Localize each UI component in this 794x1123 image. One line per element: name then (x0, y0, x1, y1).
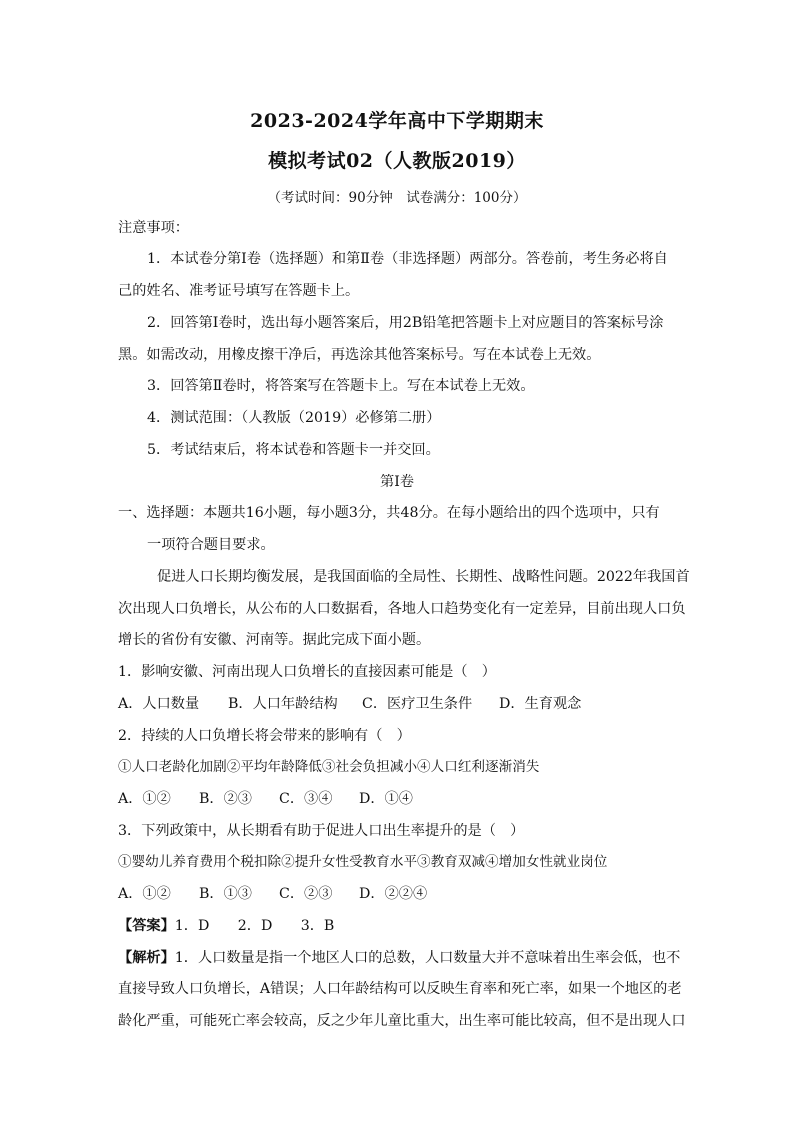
note-2-line2: 黑。如需改动，用橡皮擦干净后，再选涂其他答案标号。写在本试卷上无效。 (118, 347, 601, 363)
passage-line2: 次出现人口负增长，从公布的人口数据看，各地人口趋势变化有一定差异，目前出现人口负 (118, 601, 686, 617)
note-1-line1: 1．本试卷分第Ⅰ卷（选择题）和第Ⅱ卷（非选择题）两部分。答卷前，考生务必将自 (147, 251, 668, 267)
analysis-line3: 龄化严重，可能死亡率会较高，反之少年儿童比重大，出生率可能比较高，但不是出现人口 (118, 1013, 686, 1029)
question-3: 3．下列政策中，从长期看有助于促进人口出生率提升的是（ ） (118, 823, 525, 839)
q2-option-c: C．③④ (279, 791, 333, 807)
exam-subtitle: （考试时间：90分钟 试卷满分：100分） (267, 190, 527, 206)
passage-line1: 促进人口长期均衡发展，是我国面临的全局性、长期性、战略性问题。2022年我国首 (157, 569, 690, 585)
question-3-items: ①婴幼儿养育费用个税扣除②提升女性受教育水平③教育双减④增加女性就业岗位 (118, 854, 608, 870)
q1-option-c: C．医疗卫生条件 (362, 696, 473, 712)
note-1-line2: 己的姓名、准考证号填写在答题卡上。 (118, 283, 360, 299)
note-4: 4．测试范围：（人教版（2019）必修第二册） (147, 410, 441, 426)
question-1: 1．影响安徽、河南出现人口负增长的直接因素可能是（ ） (118, 664, 496, 680)
q2-option-d: D．①④ (359, 791, 413, 807)
question-3-options (118, 884, 427, 904)
answer-label: 【答案】 (118, 918, 175, 934)
analysis-text-1: 1．人口数量是指一个地区人口的总数，人口数量大并不意味着出生率会低，也不 (174, 950, 681, 966)
q3-option-c: C．②③ (279, 886, 333, 902)
q1-option-a: A．人口数量 (118, 696, 200, 712)
note-5: 5．考试结束后，将本试卷和答题卡一并交回。 (147, 442, 440, 458)
section-intro-line1: 一、选择题：本题共16小题，每小题3分，共48分。在每小题给出的四个选项中，只有 (118, 505, 660, 521)
section-heading: 第Ⅰ卷 (380, 474, 414, 490)
q3-option-a: A．①② (118, 886, 171, 902)
q1-option-b: B．人口年龄结构 (228, 696, 338, 712)
exam-title-line2: 模拟考试02（人教版2019） (268, 150, 526, 172)
passage-line3: 增长的省份有安徽、河南等。据此完成下面小题。 (118, 632, 431, 648)
answer-line (118, 916, 334, 936)
analysis-line2: 直接导致人口负增长，A错误；人口年龄结构可以反映生育率和死亡率，如果一个地区的老 (118, 981, 682, 997)
question-2-options (118, 789, 413, 809)
analysis-label: 【解析】 (118, 950, 175, 966)
question-2-items: ①人口老龄化加剧②平均年龄降低③社会负担减小④人口红利逐渐消失 (118, 759, 540, 775)
q1-option-d: D．生育观念 (499, 696, 582, 712)
question-1-options (118, 694, 581, 714)
analysis-line1 (118, 948, 680, 968)
section-intro-line2: 一项符合题目要求。 (147, 537, 275, 553)
q2-option-a: A．①② (118, 791, 171, 807)
notes-heading: 注意事项： (118, 220, 189, 236)
question-2: 2．持续的人口负增长将会带来的影响有（ ） (118, 728, 411, 744)
q2-option-b: B．②③ (199, 791, 252, 807)
q3-option-b: B．①③ (199, 886, 252, 902)
note-2-line1: 2．回答第Ⅰ卷时，选出每小题答案后，用2B铅笔把答题卡上对应题目的答案标号涂 (147, 315, 664, 331)
note-3: 3．回答第Ⅱ卷时，将答案写在答题卡上。写在本试卷上无效。 (147, 378, 535, 394)
exam-title-line1: 2023-2024学年高中下学期期末 (250, 110, 544, 132)
answer-text: 1．D 2．D 3．B (174, 918, 335, 934)
q3-option-d: D．②②④ (359, 886, 428, 902)
